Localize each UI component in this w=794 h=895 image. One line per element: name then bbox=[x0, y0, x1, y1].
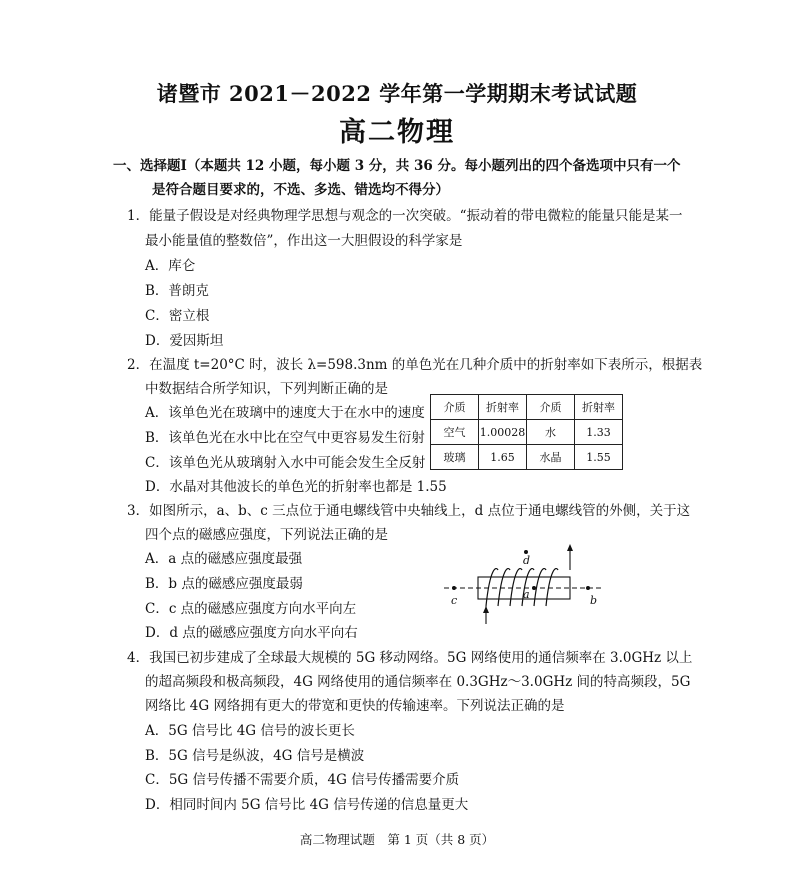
refractive-index-table bbox=[430, 394, 623, 470]
table-cell: 水晶 bbox=[527, 445, 575, 470]
q2-option-d: D．水晶对其他波长的单色光的折射率也都是 1.55 bbox=[145, 479, 447, 495]
q4-stem-line2: 的超高频段和极高频段，4G 网络使用的通信频率在 0.3GHz～3.0GHz 间的特高频段，5G bbox=[145, 674, 691, 690]
q1-option-c: C．密立根 bbox=[145, 308, 210, 324]
q3-option-c: C．c 点的磁感应强度方向水平向左 bbox=[145, 601, 357, 617]
q4-stem-line1: 4．我国已初步建成了全球最大规模的 5G 移动网络。5G 网络使用的通信频率在 3.0GHz 以上 bbox=[127, 650, 693, 666]
table-cell: 介质 bbox=[527, 395, 575, 420]
solenoid-coil bbox=[486, 569, 558, 606]
exam-title: 诸暨市 2021－2022 学年第一学期期末考试试题 bbox=[156, 81, 638, 106]
q2-option-a: A．该单色光在玻璃中的速度大于在水中的速度 bbox=[145, 405, 425, 421]
point-a bbox=[532, 586, 536, 590]
table-cell: 1.65 bbox=[479, 445, 527, 470]
table-cell: 折射率 bbox=[479, 395, 527, 420]
q2-stem-line2: 中数据结合所学知识，下列判断正确的是 bbox=[145, 381, 388, 397]
label-b: b bbox=[590, 594, 598, 607]
table-cell: 1.55 bbox=[575, 445, 623, 470]
q4-option-d: D．相同时间内 5G 信号比 4G 信号传递的信息量更大 bbox=[145, 797, 469, 813]
q1-stem-line1: 1．能量子假设是对经典物理学思想与观念的一次突破。“振动着的带电微粒的能量只能是某一 bbox=[127, 208, 683, 224]
q3-stem-line1: 3．如图所示，a、b、c 三点位于通电螺线管中央轴线上，d 点位于通电螺线管的外侧，关于这 bbox=[127, 503, 691, 519]
q2-option-b: B．该单色光在水中比在空气中更容易发生衍射 bbox=[145, 430, 425, 446]
q4-option-b: B．5G 信号是纵波，4G 信号是横波 bbox=[145, 748, 365, 764]
table-cell: 1.33 bbox=[575, 420, 623, 445]
table-cell: 1.00028 bbox=[479, 420, 527, 445]
table-row bbox=[431, 395, 623, 420]
q4-stem-line3: 网络比 4G 网络拥有更大的带宽和更快的传输速率。下列说法正确的是 bbox=[145, 698, 565, 714]
section-heading-line1: 一、选择题Ⅰ（本题共 12 小题，每小题 3 分，共 36 分。每小题列出的四个备选项中只有一个 bbox=[113, 158, 681, 174]
solenoid-diagram bbox=[438, 540, 608, 628]
point-c bbox=[452, 586, 456, 590]
q2-option-c: C．该单色光从玻璃射入水中可能会发生全反射 bbox=[145, 455, 426, 471]
arrow-up-icon bbox=[483, 606, 489, 613]
q1-option-d: D．爱因斯坦 bbox=[145, 333, 224, 349]
table-cell: 水 bbox=[527, 420, 575, 445]
label-c: c bbox=[451, 594, 458, 607]
table-cell: 介质 bbox=[431, 395, 479, 420]
table-row bbox=[431, 420, 623, 445]
q2-stem-line1: 2．在温度 t=20°C 时，波长 λ=598.3nm 的单色光在几种介质中的折射率如下表所示，根据表 bbox=[127, 357, 703, 373]
q4-option-a: A．5G 信号比 4G 信号的波长更长 bbox=[145, 723, 355, 739]
page-footer: 高二物理试题 第 1 页（共 8 页） bbox=[299, 832, 495, 847]
q1-option-b: B．普朗克 bbox=[145, 283, 209, 299]
section-heading-line2: 是符合题目要求的，不选、多选、错选均不得分） bbox=[152, 182, 449, 198]
label-a: a bbox=[523, 588, 530, 601]
q3-option-d: D．d 点的磁感应强度方向水平向右 bbox=[145, 625, 358, 641]
table-cell: 玻璃 bbox=[431, 445, 479, 470]
q3-option-b: B．b 点的磁感应强度最弱 bbox=[145, 576, 303, 592]
q3-option-a: A．a 点的磁感应强度最强 bbox=[145, 551, 303, 567]
arrow-up-icon bbox=[567, 544, 573, 551]
label-d: d bbox=[523, 554, 531, 567]
q1-stem-line2: 最小能量值的整数倍”，作出这一大胆假设的科学家是 bbox=[145, 233, 463, 249]
q3-stem-line2: 四个点的磁感应强度，下列说法正确的是 bbox=[145, 527, 388, 543]
subject-title: 高二物理 bbox=[339, 117, 455, 148]
point-b bbox=[586, 586, 590, 590]
q4-option-c: C．5G 信号传播不需要介质，4G 信号传播需要介质 bbox=[145, 772, 460, 788]
q1-option-a: A．库仑 bbox=[145, 258, 196, 274]
table-cell: 折射率 bbox=[575, 395, 623, 420]
table-cell: 空气 bbox=[431, 420, 479, 445]
table-row bbox=[431, 445, 623, 470]
